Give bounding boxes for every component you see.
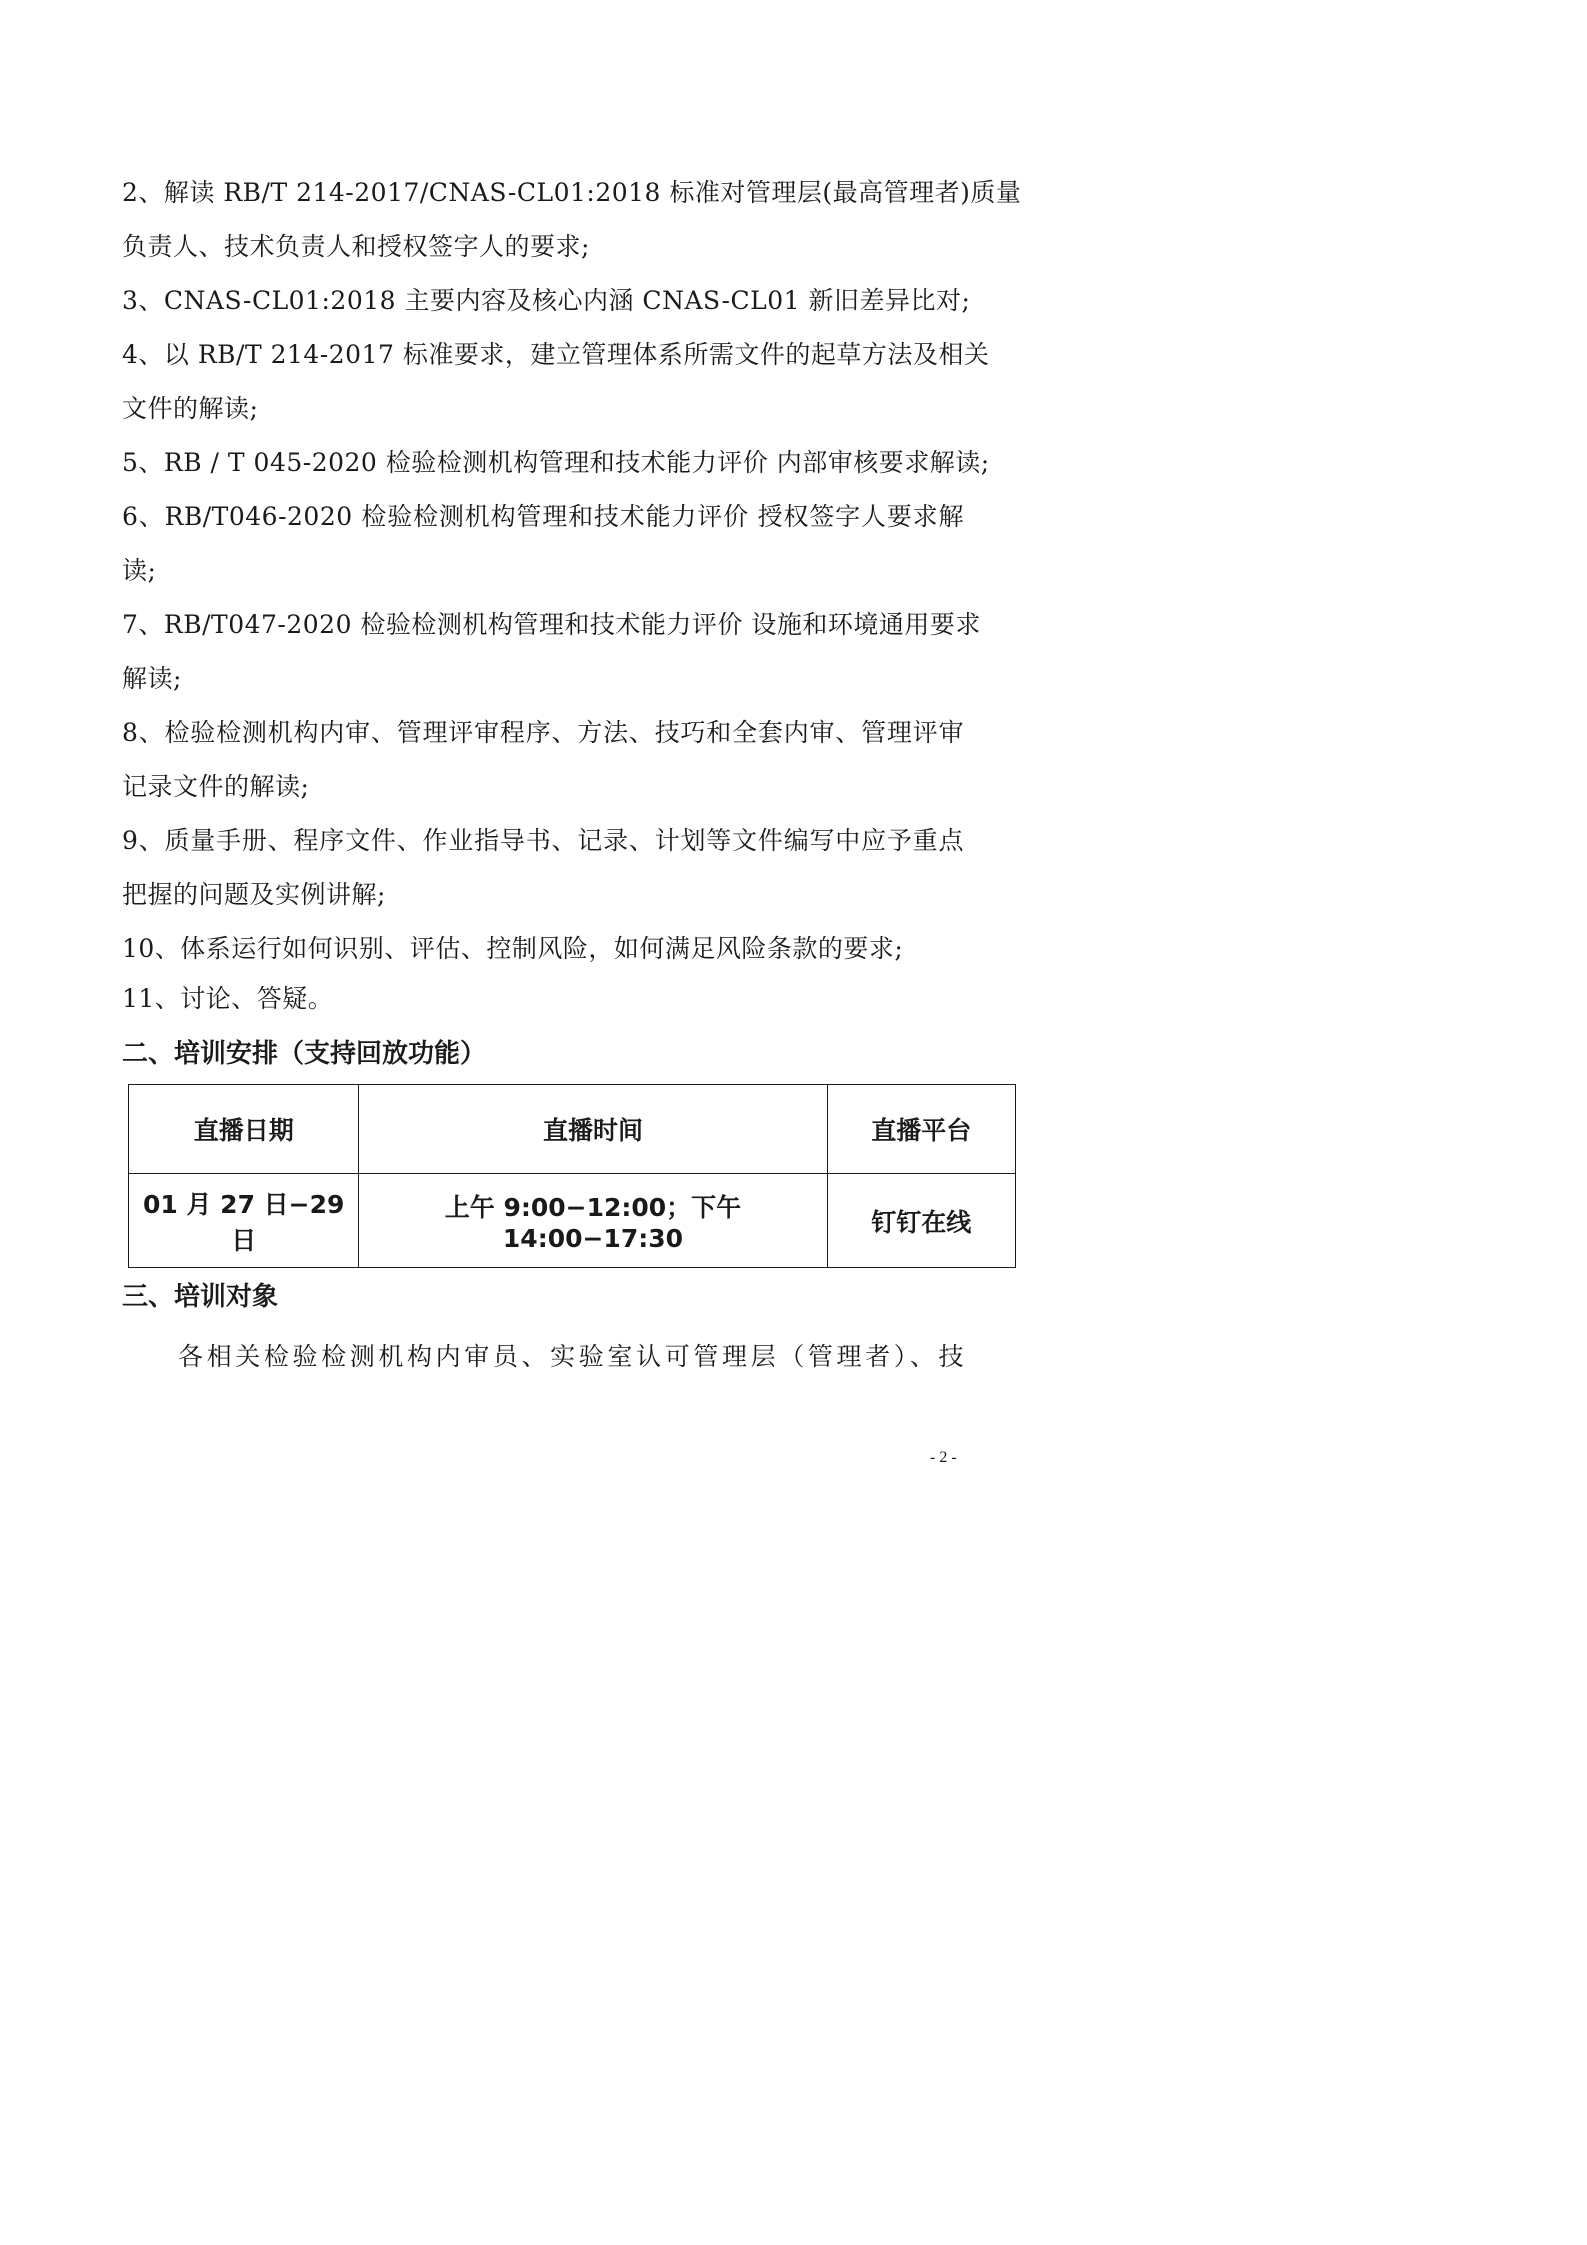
item-7-line-1: 7、RB/T047-2020 检验检测机构管理和技术能力评价 设施和环境通用要求: [122, 610, 981, 639]
item-9-line-1: 9、质量手册、程序文件、作业指导书、记录、计划等文件编写中应予重点: [122, 826, 964, 855]
item-4-line-2: 文件的解读;: [122, 394, 259, 423]
item-2-line-1: 2、解读 RB/T 214-2017/CNAS-CL01:2018 标准对管理层(最高管理者)质量: [122, 178, 1022, 207]
item-6-line-2: 读;: [122, 556, 157, 585]
item-3-line-1: 3、CNAS-CL01:2018 主要内容及核心内涵 CNAS-CL01 新旧差异比对;: [122, 286, 971, 315]
table-header-row: [129, 1085, 1016, 1174]
cell-live-date: 01 月 27 日−29 日: [129, 1174, 359, 1268]
item-8-line-1: 8、检验检测机构内审、管理评审程序、方法、技巧和全套内审、管理评审: [122, 718, 964, 747]
item-11-line-1: 11、讨论、答疑。: [122, 984, 334, 1013]
table-row: [129, 1174, 1016, 1268]
document-page: [0, 0, 1108, 1568]
header-live-date: 直播日期: [129, 1085, 359, 1174]
section-3-heading: 三、培训对象: [122, 1282, 279, 1312]
item-8-line-2: 记录文件的解读;: [122, 772, 310, 801]
cell-live-platform: 钉钉在线: [827, 1174, 1016, 1268]
item-4-line-1: 4、以 RB/T 214-2017 标准要求，建立管理体系所需文件的起草方法及相关: [122, 340, 990, 369]
section-2-heading: 二、培训安排（支持回放功能）: [122, 1039, 487, 1069]
item-5-line-1: 5、RB / T 045-2020 检验检测机构管理和技术能力评价 内部审核要求解读;: [122, 448, 990, 477]
section-3-body: 各相关检验检测机构内审员、实验室认可管理层（管理者）、技: [178, 1342, 964, 1371]
item-10-line-1: 10、体系运行如何识别、评估、控制风险，如何满足风险条款的要求;: [122, 934, 904, 963]
page-number: - 2 -: [930, 1449, 957, 1466]
cell-live-time: 上午 9:00−12:00；下午 14:00−17:30: [359, 1174, 827, 1268]
schedule-table: [128, 1084, 1016, 1268]
item-9-line-2: 把握的问题及实例讲解;: [122, 880, 386, 909]
item-7-line-2: 解读;: [122, 664, 182, 693]
item-2-line-2: 负责人、技术负责人和授权签字人的要求;: [122, 232, 590, 261]
header-live-platform: 直播平台: [827, 1085, 1016, 1174]
header-live-time: 直播时间: [359, 1085, 827, 1174]
item-6-line-1: 6、RB/T046-2020 检验检测机构管理和技术能力评价 授权签字人要求解: [122, 502, 964, 531]
